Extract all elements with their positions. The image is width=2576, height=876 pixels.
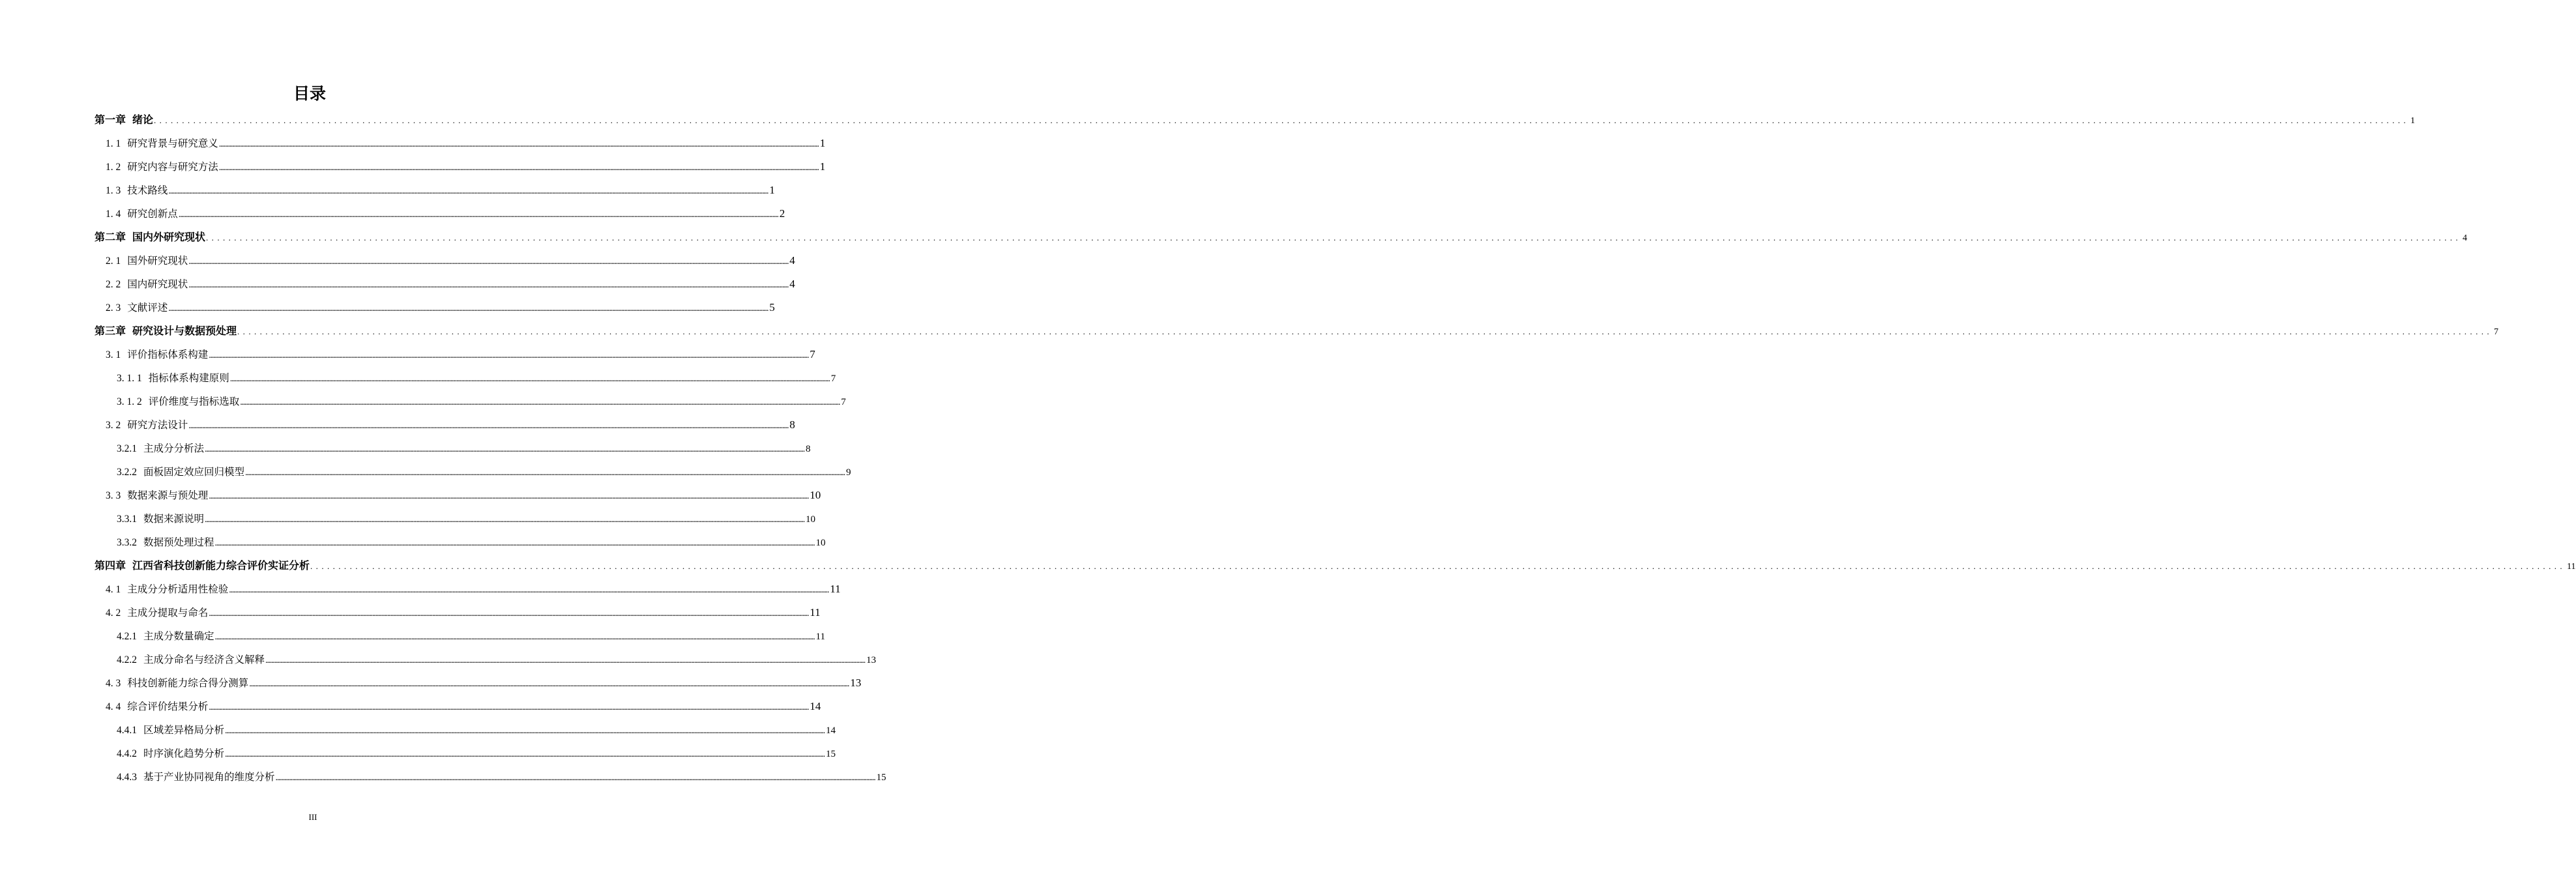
toc-entry-page: 11	[810, 606, 821, 619]
toc-leader-dots: ................................................................................................................................................................................................................................................................................................................................................................................................................	[240, 398, 840, 407]
toc-entry[interactable]	[106, 577, 841, 601]
toc-entry[interactable]	[117, 718, 836, 742]
toc-entry-page: 4	[789, 254, 795, 267]
toc-entry[interactable]	[106, 179, 775, 202]
toc-entry-label	[117, 390, 239, 414]
toc-entry-title: 综合评价结果分析	[127, 701, 209, 712]
toc-entry-number: 3.3.2	[117, 537, 137, 548]
toc-entry-page: 7	[810, 348, 815, 360]
toc-entry[interactable]	[117, 624, 825, 648]
toc-entry-number: 4.4.1	[117, 725, 137, 736]
toc-entry-number: 3. 3	[106, 490, 121, 501]
toc-entry[interactable]	[106, 601, 821, 624]
toc-entry-label	[117, 366, 229, 390]
toc-entry-title: 国内研究现状	[127, 278, 188, 290]
toc-entry-label	[106, 132, 218, 156]
toc-entry-label	[117, 765, 275, 789]
toc-entry-page: 15	[876, 772, 886, 783]
toc-entry-number: 3.2.2	[117, 467, 137, 478]
toc-entry-page: 5	[769, 301, 775, 314]
toc-entry-label	[106, 601, 208, 625]
toc-entry-number: 第一章	[95, 113, 126, 126]
toc-leader-dots: ................................................................................................................................................................................................................................................................................................................................................................................................................	[188, 257, 789, 267]
toc-entry[interactable]	[106, 296, 775, 319]
toc-entry-page: 10	[810, 489, 821, 501]
toc-entry[interactable]	[106, 249, 795, 272]
toc-entry-number: 第二章	[95, 231, 126, 243]
toc-entry-number: 第四章	[95, 559, 126, 572]
toc-leader-dots: ................................................................................................................................................................................................................................................................................................................................................................................................................	[214, 632, 815, 642]
toc-entry-label	[106, 296, 168, 320]
toc-entry-title: 绪论	[132, 113, 154, 126]
toc-entry-label	[95, 554, 310, 577]
toc-entry-number: 1. 2	[106, 162, 121, 173]
toc-leader-dots: ................................................................................................................................................................................................................................................................................................................................................................................................................	[265, 656, 866, 665]
toc-leader-dots: ................................................................................................................................................................................................................................................................................................................................................................................................................	[218, 163, 819, 173]
toc-entry-page: 4	[789, 278, 795, 290]
toc-entry-label	[106, 155, 218, 179]
toc-entry-number: 2. 1	[106, 256, 121, 267]
toc-entry-number: 4.2.2	[117, 654, 137, 665]
toc-entry-title: 研究方法设计	[127, 419, 188, 431]
toc-entry-title: 国内外研究现状	[132, 231, 206, 243]
toc-entry[interactable]	[106, 484, 821, 507]
toc-entry-number: 3. 1. 1	[117, 373, 142, 384]
toc-entry-label	[117, 624, 214, 649]
toc-entry-page: 10	[806, 514, 816, 525]
toc-entry-label	[106, 202, 178, 226]
toc-entry[interactable]	[95, 226, 2468, 249]
toc-entry-page: 11	[815, 632, 825, 642]
toc-entry-number: 1. 3	[106, 185, 121, 196]
toc-entry-title: 数据来源与预处理	[127, 489, 209, 501]
toc-entry[interactable]	[95, 108, 2416, 132]
toc-entry[interactable]	[95, 319, 2499, 343]
toc-entry-label	[106, 413, 188, 437]
toc-entry[interactable]	[106, 343, 815, 366]
toc-entry[interactable]	[117, 648, 877, 671]
toc-entry-title: 指标体系构建原则	[148, 372, 229, 384]
toc-leader-dots: ................................................................................................................................................................................................................................................................................................................................................................................................................	[154, 115, 2410, 125]
toc-entry[interactable]	[95, 554, 2576, 577]
toc-entry-title: 江西省科技创新能力综合评价实证分析	[132, 559, 310, 572]
toc-entry-page: 10	[815, 538, 826, 548]
toc-entry-label	[106, 671, 248, 695]
toc-entry-label	[95, 319, 237, 343]
toc-entry-number: 3. 2	[106, 420, 121, 431]
toc-leader-dots: ................................................................................................................................................................................................................................................................................................................................................................................................................	[229, 374, 830, 384]
toc-entry-title: 国外研究现状	[127, 255, 188, 267]
toc-entry-title: 数据预处理过程	[143, 536, 214, 548]
toc-entry-title: 主成分数量确定	[143, 630, 214, 642]
toc-entry-number: 2. 3	[106, 302, 121, 314]
toc-entry-page: 2	[779, 207, 785, 220]
page-title: 目录	[293, 84, 326, 103]
toc-leader-dots: ................................................................................................................................................................................................................................................................................................................................................................................................................	[225, 750, 825, 759]
toc-entry-title: 主成分命名与经济含义解释	[143, 654, 265, 665]
toc-entry-page: 8	[789, 418, 795, 431]
toc-entry[interactable]	[117, 531, 826, 554]
toc-leader-dots: ................................................................................................................................................................................................................................................................................................................................................................................................................	[209, 609, 809, 619]
toc-entry-label	[106, 695, 208, 719]
toc-entry-title: 区域差异格局分析	[143, 724, 225, 736]
toc-entry[interactable]	[106, 413, 795, 437]
toc-leader-dots: ................................................................................................................................................................................................................................................................................................................................................................................................................	[168, 304, 768, 314]
toc-entry-page: 7	[2494, 327, 2499, 337]
toc-entry-title: 技术路线	[127, 184, 168, 196]
toc-entry-page: 11	[830, 583, 841, 595]
toc-entry-label	[117, 648, 265, 672]
toc-entry-title: 研究背景与研究意义	[127, 138, 218, 149]
toc-leader-dots: ................................................................................................................................................................................................................................................................................................................................................................................................................	[245, 468, 845, 478]
toc-entry[interactable]	[117, 437, 811, 460]
toc-entry-number: 1. 4	[106, 209, 121, 220]
toc-entry-number: 4.4.2	[117, 748, 137, 759]
toc-entry-label	[106, 343, 208, 367]
toc-leader-dots: ................................................................................................................................................................................................................................................................................................................................................................................................................	[168, 186, 768, 196]
toc-entry-number: 3. 1	[106, 349, 121, 360]
toc-entry-number: 4.2.1	[117, 631, 137, 642]
toc-entry[interactable]	[106, 272, 795, 296]
toc-entry-label	[117, 437, 204, 461]
toc-entry-number: 4. 1	[106, 584, 121, 595]
toc-entry[interactable]	[106, 202, 785, 226]
toc-entry-title: 主成分提取与命名	[127, 607, 209, 619]
toc-entry-number: 3. 1. 2	[117, 396, 142, 407]
toc-entry-label	[106, 179, 168, 203]
page-number: III	[308, 812, 317, 822]
toc-entry[interactable]	[106, 695, 821, 718]
toc-entry-page: 14	[826, 725, 836, 736]
toc-entry-page: 13	[850, 677, 862, 689]
toc-entry-number: 4. 4	[106, 701, 121, 712]
toc-entry-label	[95, 108, 153, 132]
toc-leader-dots: ................................................................................................................................................................................................................................................................................................................................................................................................................	[225, 726, 825, 736]
toc-entry-title: 研究设计与数据预处理	[132, 325, 237, 337]
toc-entry-page: 1	[819, 160, 826, 173]
toc-entry-title: 研究创新点	[127, 208, 178, 220]
toc-entry-title: 文献评述	[127, 302, 168, 314]
toc-entry-number: 3.3.1	[117, 514, 137, 525]
toc-leader-dots: ................................................................................................................................................................................................................................................................................................................................................................................................................	[205, 445, 805, 454]
toc-entry-label	[95, 226, 205, 249]
toc-leader-dots: ................................................................................................................................................................................................................................................................................................................................................................................................................	[188, 421, 789, 431]
toc-leader-dots: ................................................................................................................................................................................................................................................................................................................................................................................................................	[214, 538, 815, 548]
toc-entry[interactable]	[117, 366, 836, 390]
toc-leader-dots: ................................................................................................................................................................................................................................................................................................................................................................................................................	[178, 210, 778, 220]
toc-entry-title: 研究内容与研究方法	[127, 161, 218, 173]
toc-entry-title: 数据来源说明	[143, 513, 205, 525]
toc-entry-label	[117, 718, 224, 742]
toc-leader-dots: ................................................................................................................................................................................................................................................................................................................................................................................................................	[249, 679, 849, 689]
toc-entry-page: 14	[810, 700, 821, 712]
toc-entry-page: 8	[806, 444, 811, 454]
toc-entry-number: 第三章	[95, 325, 126, 337]
toc-leader-dots: ................................................................................................................................................................................................................................................................................................................................................................................................................	[218, 139, 819, 149]
toc-entry-label	[106, 249, 188, 273]
toc-entry-title: 主成分分析法	[143, 443, 205, 454]
toc-entry-label	[117, 507, 204, 531]
toc-entry[interactable]	[117, 507, 816, 531]
toc-entry-title: 评价指标体系构建	[127, 349, 209, 360]
toc-leader-dots: ................................................................................................................................................................................................................................................................................................................................................................................................................	[275, 773, 875, 783]
toc-leader-dots: ................................................................................................................................................................................................................................................................................................................................................................................................................	[188, 280, 789, 290]
toc-leader-dots: ................................................................................................................................................................................................................................................................................................................................................................................................................	[209, 351, 809, 360]
toc-entry-title: 评价维度与指标选取	[148, 396, 240, 407]
toc-entry-number: 4. 3	[106, 678, 121, 689]
toc-entry-page: 7	[830, 373, 836, 384]
toc-entry-number: 4.4.3	[117, 772, 137, 783]
toc-entry[interactable]	[106, 132, 826, 155]
toc-entry-page: 1	[2410, 116, 2416, 126]
toc-entry[interactable]	[106, 671, 862, 695]
toc-entry[interactable]	[117, 765, 886, 789]
toc-leader-dots: ................................................................................................................................................................................................................................................................................................................................................................................................................	[206, 233, 2462, 242]
toc-leader-dots: ................................................................................................................................................................................................................................................................................................................................................................................................................	[229, 585, 829, 595]
toc-entry-page: 4	[2463, 233, 2468, 243]
toc-entry[interactable]	[117, 390, 846, 413]
toc-entry[interactable]	[117, 460, 851, 484]
toc-entry-number: 3.2.1	[117, 443, 137, 454]
toc-entry-number: 4. 2	[106, 607, 121, 619]
toc-leader-dots: ................................................................................................................................................................................................................................................................................................................................................................................................................	[310, 561, 2566, 571]
toc-entry-title: 主成分分析适用性检验	[127, 583, 229, 595]
toc-entry[interactable]	[117, 742, 836, 765]
toc-entry-title: 面板固定效应回归模型	[143, 466, 245, 478]
toc-leader-dots: ................................................................................................................................................................................................................................................................................................................................................................................................................	[237, 327, 2493, 336]
toc-entry-label	[117, 742, 224, 766]
toc-entry-page: 1	[769, 184, 775, 196]
toc-entry-label	[106, 484, 208, 508]
toc-entry[interactable]	[106, 155, 826, 179]
toc-entry-page: 7	[841, 397, 846, 407]
toc-entry-label	[106, 577, 228, 602]
toc-entry-label	[106, 272, 188, 297]
toc-entry-number: 1. 1	[106, 138, 121, 149]
toc-entry-page: 13	[866, 655, 877, 665]
toc-entry-page: 15	[826, 749, 836, 759]
toc-entry-page: 9	[846, 467, 851, 478]
toc-entry-label	[117, 460, 244, 484]
toc-entry-title: 时序演化趋势分析	[143, 748, 225, 759]
toc-entry-page: 1	[819, 137, 826, 149]
toc-entry-title: 科技创新能力综合得分测算	[127, 677, 249, 689]
toc-entry-label	[117, 531, 214, 555]
toc-leader-dots: ................................................................................................................................................................................................................................................................................................................................................................................................................	[205, 515, 805, 525]
toc-leader-dots: ................................................................................................................................................................................................................................................................................................................................................................................................................	[209, 491, 809, 501]
toc-entry-number: 2. 2	[106, 279, 121, 290]
toc-leader-dots: ................................................................................................................................................................................................................................................................................................................................................................................................................	[209, 703, 809, 712]
toc-entry-title: 基于产业协同视角的维度分析	[143, 771, 275, 783]
toc-entry-page: 11	[2567, 562, 2576, 572]
